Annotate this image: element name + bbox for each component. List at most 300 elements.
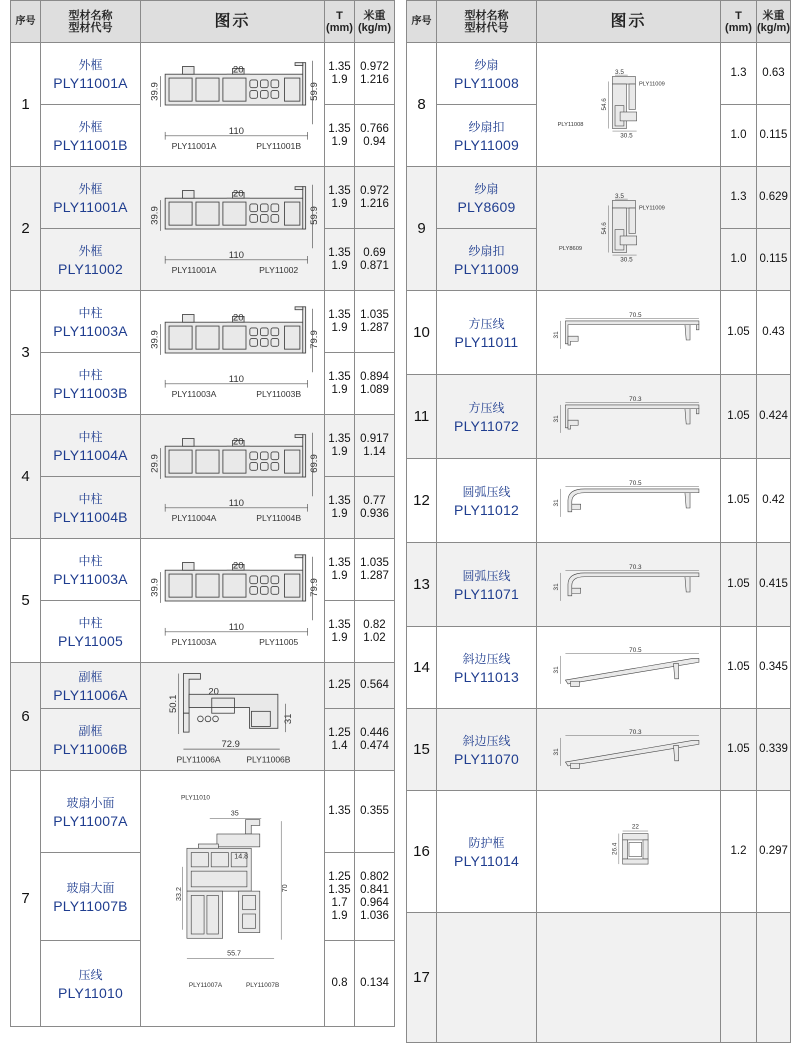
table-row <box>11 539 395 601</box>
thickness-cell <box>325 353 355 415</box>
weight-value: 0.474 <box>360 739 389 752</box>
dimension-left: 50.1 <box>167 694 179 713</box>
weight-cell <box>757 791 791 913</box>
weight-value: 0.94 <box>363 135 386 148</box>
right-spec-table <box>406 0 791 1043</box>
dimension-top: 20 <box>232 435 244 447</box>
thickness-value: 1.35 <box>328 246 351 259</box>
profile-name: 中柱 <box>78 429 103 444</box>
header-figure-label: 图示 <box>214 12 251 30</box>
profile-name: 纱扇 <box>474 57 499 72</box>
cross-section-diagram <box>540 546 718 624</box>
weight-value: 1.216 <box>360 197 389 210</box>
cross-section-diagram <box>144 418 322 536</box>
weight-cell <box>757 105 791 167</box>
dimension-width: 110 <box>228 621 244 633</box>
sequence-number-value: 6 <box>21 708 30 725</box>
thickness-value: 1.35 <box>328 883 351 896</box>
profile-code: PLY11007A <box>53 812 128 829</box>
thickness-cell <box>721 791 757 913</box>
profile-name: 中柱 <box>78 367 103 382</box>
thickness-value: 1.35 <box>328 805 351 817</box>
weight-value: 0.629 <box>759 191 788 203</box>
dimension-width: 110 <box>228 497 244 509</box>
profile-name: 防护框 <box>468 835 505 850</box>
weight-cell <box>355 477 395 539</box>
profile-label-top: PLY11010 <box>180 794 210 802</box>
header-name <box>41 1 141 43</box>
thickness-value: 0.8 <box>331 977 348 989</box>
profile-code: PLY11070 <box>454 750 519 767</box>
profile-name-cell <box>437 291 537 375</box>
profile-code: PLY11007B <box>53 897 128 914</box>
dimension-top: 20 <box>232 63 244 75</box>
profile-code: PLY11008 <box>454 74 519 91</box>
header-weight <box>355 1 395 43</box>
weight-cell <box>355 771 395 853</box>
thickness-cell <box>325 167 355 229</box>
weight-cell <box>355 415 395 477</box>
header-name-line1: 型材名称 <box>464 9 509 22</box>
dimension-height: 31 <box>552 414 560 422</box>
weight-cell <box>355 539 395 601</box>
header-thickness-unit: (mm) <box>326 21 353 34</box>
sequence-number <box>407 709 437 791</box>
thickness-value: 1.7 <box>331 896 348 909</box>
table-row <box>407 167 791 229</box>
profile-drawing <box>141 291 325 415</box>
cross-section-diagram <box>144 542 322 660</box>
profile-name-cell <box>41 43 141 105</box>
profile-name: 圆弧压线 <box>462 568 511 583</box>
thickness-value: 1.9 <box>331 507 348 520</box>
table-row <box>407 459 791 543</box>
profile-label-sash: PLY11008 <box>557 121 583 128</box>
weight-value: 0.43 <box>762 326 785 338</box>
dimension-width: 30.5 <box>619 131 633 139</box>
thickness-value: 1.9 <box>331 259 348 272</box>
profile-name-cell <box>437 167 537 229</box>
thickness-value: 1.2 <box>730 845 747 857</box>
thickness-value: 1.4 <box>331 739 348 752</box>
sequence-number-value: 10 <box>413 324 430 341</box>
profile-name: 纱扇 <box>474 181 499 196</box>
cross-section-diagram <box>540 462 718 540</box>
profile-label-b: PLY11001B <box>255 140 301 151</box>
weight-cell <box>757 291 791 375</box>
thickness-value: 1.9 <box>331 73 348 86</box>
sequence-number <box>11 415 41 539</box>
profile-drawing <box>537 543 721 627</box>
table-row <box>407 375 791 459</box>
table-row <box>407 913 791 1043</box>
dimension-right: 79.9 <box>308 329 320 349</box>
dimension-inner: 14.8 <box>233 851 248 860</box>
profile-code: PLY11072 <box>454 417 519 434</box>
profile-name-cell <box>41 105 141 167</box>
dimension-height: 31 <box>552 582 560 590</box>
dimension-left: 39.9 <box>148 205 160 225</box>
profile-name-cell <box>437 543 537 627</box>
weight-value: 0.115 <box>759 129 788 141</box>
weight-value: 0.63 <box>762 67 785 79</box>
profile-name-cell <box>41 477 141 539</box>
dimension-left: 39.9 <box>148 81 160 101</box>
weight-cell <box>355 941 395 1027</box>
profile-name: 副框 <box>78 723 103 738</box>
header-seq-label: 序号 <box>411 15 432 27</box>
dimension-width: 22 <box>631 822 639 830</box>
table-row <box>11 291 395 353</box>
weight-value: 1.14 <box>363 445 386 458</box>
dimension-width: 70.5 <box>628 646 642 654</box>
weight-value: 0.424 <box>759 410 788 422</box>
profile-name-cell <box>41 353 141 415</box>
thickness-value: 1.0 <box>730 129 747 141</box>
profile-code: PLY11003A <box>53 322 128 339</box>
profile-label-a: PLY11004A <box>171 512 216 523</box>
header-name-line2: 型材代号 <box>464 21 509 34</box>
dimension-width: 72.9 <box>220 738 240 750</box>
weight-value: 0.871 <box>360 259 389 272</box>
cross-section-diagram <box>540 630 718 706</box>
thickness-value: 1.0 <box>730 253 747 265</box>
profile-name: 斜边压线 <box>462 651 511 666</box>
profile-name-cell <box>41 771 141 853</box>
profile-code: PLY11009 <box>454 136 519 153</box>
thickness-value: 1.05 <box>727 326 750 338</box>
profile-label-clip: PLY11009 <box>638 204 665 211</box>
profile-drawing <box>141 167 325 291</box>
profile-name: 中柱 <box>78 491 103 506</box>
thickness-cell <box>325 43 355 105</box>
dimension-right: 59.9 <box>308 205 320 225</box>
profile-name: 压线 <box>78 967 103 982</box>
sequence-number-value: 3 <box>21 344 30 361</box>
weight-value: 0.69 <box>363 246 386 259</box>
weight-value: 0.345 <box>759 661 788 673</box>
sequence-number-value: 2 <box>21 220 30 237</box>
sequence-number <box>407 791 437 913</box>
profile-name-cell <box>41 663 141 709</box>
profile-name: 纱扇扣 <box>468 243 505 258</box>
left-table <box>10 0 395 1027</box>
sequence-number <box>11 771 41 1027</box>
thickness-cell <box>721 709 757 791</box>
weight-cell <box>757 627 791 709</box>
profile-name-cell <box>437 791 537 913</box>
thickness-value: 1.9 <box>331 135 348 148</box>
thickness-cell <box>325 291 355 353</box>
right-table <box>406 0 791 1043</box>
weight-cell <box>757 543 791 627</box>
weight-cell <box>355 167 395 229</box>
dimension-height: 26.4 <box>610 842 618 855</box>
profile-label-a: PLY11003A <box>171 636 216 647</box>
weight-cell <box>757 709 791 791</box>
sequence-number <box>407 913 437 1043</box>
profile-label-a: PLY11007A <box>188 981 222 989</box>
thickness-value: 1.35 <box>328 494 351 507</box>
thickness-cell <box>721 627 757 709</box>
profile-code: PLY11004B <box>53 508 128 525</box>
thickness-cell <box>721 291 757 375</box>
dimension-right: 31 <box>282 713 294 724</box>
profile-code: PLY11010 <box>58 984 123 1001</box>
cross-section-diagram <box>540 794 718 910</box>
dimension-top: 20 <box>207 685 219 697</box>
profile-name: 副框 <box>78 669 103 684</box>
profile-code: PLY11002 <box>58 260 123 277</box>
header-figure <box>141 1 325 43</box>
profile-name-cell <box>41 601 141 663</box>
profile-code: PLY11009 <box>454 260 519 277</box>
weight-value: 0.339 <box>759 743 788 755</box>
thickness-cell <box>721 543 757 627</box>
header-weight-label: 米重 <box>363 9 386 22</box>
dimension-width: 110 <box>228 125 244 137</box>
weight-value: 1.216 <box>360 73 389 86</box>
weight-value: 0.297 <box>759 845 788 857</box>
thickness-cell <box>325 663 355 709</box>
dimension-width: 55.7 <box>226 948 241 957</box>
weight-cell <box>355 43 395 105</box>
dimension-left: 39.9 <box>148 577 160 597</box>
header-name-line1: 型材名称 <box>68 9 113 22</box>
dimension-right: 79.9 <box>308 577 320 597</box>
profile-name: 外框 <box>78 119 103 134</box>
weight-value: 0.82 <box>363 618 386 631</box>
header-seq-label: 序号 <box>15 15 36 27</box>
profile-name-cell <box>437 105 537 167</box>
cross-section-diagram <box>540 294 718 372</box>
profile-code: PLY11014 <box>454 852 519 869</box>
thickness-value: 1.9 <box>331 909 348 922</box>
profile-name: 纱扇扣 <box>468 119 505 134</box>
dimension-right: 59.9 <box>308 81 320 101</box>
header-name-line2: 型材代号 <box>68 21 113 34</box>
thickness-value: 1.35 <box>328 432 351 445</box>
profile-label-a: PLY11001A <box>171 140 216 151</box>
dimension-width: 110 <box>228 249 244 261</box>
dimension-top: 3.5 <box>614 192 624 200</box>
weight-cell <box>757 229 791 291</box>
weight-cell <box>355 853 395 941</box>
profile-label-b: PLY11003B <box>255 388 301 399</box>
table-row <box>407 709 791 791</box>
dimension-width: 70.3 <box>628 395 642 403</box>
dimension-left: 29.9 <box>148 453 160 473</box>
header-figure-label: 图示 <box>610 12 647 30</box>
profile-name-cell <box>41 291 141 353</box>
weight-value: 0.134 <box>360 977 389 989</box>
thickness-cell <box>325 853 355 941</box>
thickness-cell <box>721 43 757 105</box>
profile-label-a: PLY11003A <box>171 388 216 399</box>
profile-name-cell <box>41 539 141 601</box>
weight-cell <box>355 601 395 663</box>
sequence-number-value: 12 <box>413 492 430 509</box>
header-row <box>11 1 395 43</box>
profile-drawing <box>537 375 721 459</box>
profile-name: 玻扇大面 <box>66 880 115 895</box>
cross-section-diagram <box>540 170 718 288</box>
weight-cell <box>355 291 395 353</box>
profile-drawing <box>537 913 721 1043</box>
sequence-number <box>11 291 41 415</box>
profile-code: PLY11001A <box>53 74 128 91</box>
thickness-value: 1.9 <box>331 631 348 644</box>
weight-value: 0.42 <box>762 494 785 506</box>
sequence-number <box>407 375 437 459</box>
thickness-cell <box>325 601 355 663</box>
profile-name-cell <box>41 229 141 291</box>
weight-cell <box>757 375 791 459</box>
sequence-number-value: 14 <box>413 659 430 676</box>
profile-drawing <box>537 791 721 913</box>
profile-label-b: PLY11006B <box>245 753 290 764</box>
profile-code: PLY11012 <box>454 501 519 518</box>
profile-label-b: PLY11005 <box>258 636 298 647</box>
sequence-number-value: 7 <box>21 890 30 907</box>
sequence-number-value: 5 <box>21 592 30 609</box>
weight-value: 0.972 <box>360 184 389 197</box>
left-spec-table <box>10 0 395 1027</box>
thickness-value: 1.05 <box>727 661 750 673</box>
thickness-cell <box>721 167 757 229</box>
dimension-width: 110 <box>228 373 244 385</box>
profile-drawing <box>537 291 721 375</box>
weight-cell <box>355 663 395 709</box>
profile-code: PLY11001A <box>53 198 128 215</box>
thickness-cell <box>325 771 355 853</box>
weight-value: 1.287 <box>360 569 389 582</box>
thickness-value: 1.05 <box>727 578 750 590</box>
weight-value: 0.894 <box>360 370 389 383</box>
thickness-value: 1.35 <box>328 370 351 383</box>
weight-value: 0.964 <box>360 896 389 909</box>
cross-section-diagram <box>540 916 718 1040</box>
dimension-width: 70.3 <box>628 563 642 571</box>
weight-value: 0.917 <box>360 432 389 445</box>
weight-value: 0.115 <box>759 253 788 265</box>
profile-code: PLY8609 <box>457 198 516 215</box>
profile-drawing <box>141 539 325 663</box>
thickness-value: 1.05 <box>727 494 750 506</box>
table-row <box>11 663 395 709</box>
profile-name: 方压线 <box>468 316 505 331</box>
header-weight-label: 米重 <box>762 9 785 22</box>
sequence-number <box>11 663 41 771</box>
dimension-width: 30.5 <box>619 255 633 263</box>
header-weight-unit: (kg/m) <box>757 21 790 34</box>
profile-code: PLY11006B <box>53 740 128 757</box>
weight-value: 1.02 <box>363 631 386 644</box>
header-row <box>407 1 791 43</box>
dimension-top: 20 <box>232 311 244 323</box>
weight-cell <box>355 229 395 291</box>
profile-drawing <box>537 627 721 709</box>
thickness-value: 1.25 <box>328 870 351 883</box>
profile-label-clip: PLY11009 <box>638 80 665 87</box>
profile-drawing <box>537 709 721 791</box>
profile-name: 外框 <box>78 243 103 258</box>
profile-name: 外框 <box>78 57 103 72</box>
profile-name: 外框 <box>78 181 103 196</box>
profile-code: PLY11071 <box>454 585 519 602</box>
thickness-value: 1.35 <box>328 556 351 569</box>
profile-drawing <box>141 771 325 1027</box>
dimension-height: 31 <box>552 498 560 506</box>
weight-value: 0.972 <box>360 60 389 73</box>
profile-drawing <box>537 459 721 543</box>
dimension-top: 20 <box>232 187 244 199</box>
table-row <box>407 627 791 709</box>
sequence-number <box>11 167 41 291</box>
weight-cell <box>355 105 395 167</box>
sequence-number <box>407 543 437 627</box>
profile-drawing <box>141 43 325 167</box>
dimension-height: 31 <box>552 330 560 338</box>
weight-value: 1.035 <box>360 308 389 321</box>
profile-name: 方压线 <box>468 400 505 415</box>
header-weight-unit: (kg/m) <box>358 21 391 34</box>
weight-value: 0.415 <box>759 578 788 590</box>
sequence-number-value: 15 <box>413 741 430 758</box>
sequence-number-value: 1 <box>21 96 30 113</box>
dimension-height: 54.6 <box>600 221 608 235</box>
table-row <box>11 43 395 105</box>
profile-label-b: PLY11004B <box>255 512 301 523</box>
thickness-cell <box>721 105 757 167</box>
thickness-cell <box>721 913 757 1043</box>
dimension-right: 70 <box>280 883 289 892</box>
profile-code: PLY11013 <box>454 668 519 685</box>
sequence-number <box>407 459 437 543</box>
sequence-number-value: 8 <box>417 96 426 113</box>
header-thickness <box>325 1 355 43</box>
profile-label-sash: PLY8609 <box>558 245 582 252</box>
profile-name: 中柱 <box>78 553 103 568</box>
profile-drawing <box>537 167 721 291</box>
weight-cell <box>355 353 395 415</box>
header-seq <box>11 1 41 43</box>
weight-value: 1.287 <box>360 321 389 334</box>
sequence-number <box>11 43 41 167</box>
thickness-value: 1.05 <box>727 743 750 755</box>
weight-cell <box>355 709 395 771</box>
profile-name-cell <box>41 415 141 477</box>
dimension-top: 35 <box>230 808 239 817</box>
dimension-top: 20 <box>232 559 244 571</box>
sequence-number-value: 4 <box>21 468 30 485</box>
cross-section-diagram <box>144 46 322 164</box>
profile-code: PLY11003A <box>53 570 128 587</box>
thickness-value: 1.9 <box>331 445 348 458</box>
cross-section-diagram <box>540 46 718 164</box>
profile-code: PLY11005 <box>58 632 123 649</box>
sequence-number <box>407 167 437 291</box>
profile-name-cell <box>41 167 141 229</box>
sequence-number-value: 16 <box>413 843 430 860</box>
weight-cell <box>757 459 791 543</box>
profile-name-cell <box>437 43 537 105</box>
cross-section-diagram <box>540 712 718 788</box>
header-thickness-unit: (mm) <box>725 21 752 34</box>
weight-value: 1.089 <box>360 383 389 396</box>
cross-section-diagram <box>144 170 322 288</box>
thickness-cell <box>721 459 757 543</box>
